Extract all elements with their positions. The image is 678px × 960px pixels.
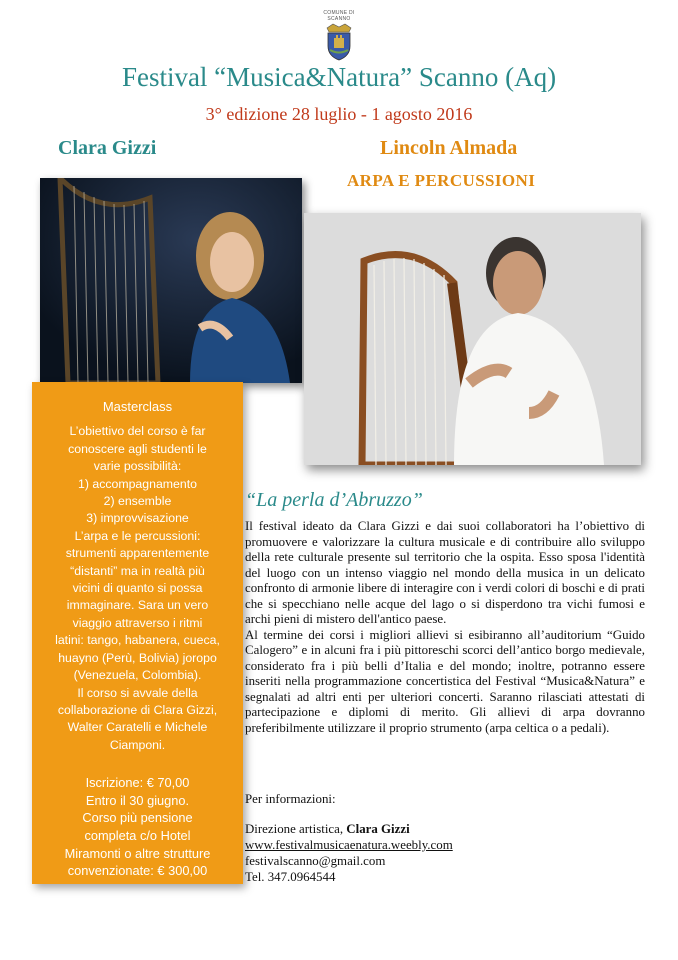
website-link[interactable]: www.festivalmusicaenatura.weebly.com xyxy=(245,838,453,852)
phone-number: Tel. 347.0964544 xyxy=(245,870,336,884)
masterclass-pricing xyxy=(32,774,243,880)
contact-info xyxy=(245,791,645,885)
photo-harpist-woman xyxy=(40,178,302,383)
article-quote-title: “La perla d’Abruzzo” xyxy=(245,489,423,511)
masterclass-line: conoscere agli studenti le xyxy=(68,441,207,456)
masterclass-line: latini: tango, habanera, cueca, xyxy=(55,633,220,648)
municipal-crest xyxy=(316,10,362,62)
masterclass-line: varie possibilità: xyxy=(93,459,182,474)
masterclass-line: immaginare. Sara un vero xyxy=(66,598,209,613)
masterclass-line: 3) improvvisazione xyxy=(86,511,189,526)
masterclass-line: Il corso si avvale della xyxy=(77,685,198,700)
pricing-line: convenzionate: € 300,00 xyxy=(67,863,208,879)
masterclass-description xyxy=(32,423,243,754)
pricing-line: Iscrizione: € 70,00 xyxy=(85,775,190,791)
masterclass-box xyxy=(32,382,243,884)
crest-label: COMUNE DI SCANNO xyxy=(323,10,355,22)
pricing-line: Corso più pensione xyxy=(82,810,193,826)
masterclass-line: Ciamponi. xyxy=(109,737,166,752)
masterclass-line: 1) accompagnamento xyxy=(78,476,197,491)
direction-name: Clara Gizzi xyxy=(346,822,410,836)
masterclass-line: Walter Caratelli e Michele xyxy=(67,720,208,735)
instruments-heading: ARPA E PERCUSSIONI xyxy=(347,171,536,190)
email-address: festivalscanno@gmail.com xyxy=(245,854,386,868)
masterclass-heading: Masterclass xyxy=(102,399,173,414)
masterclass-line: “distanti” ma in realtà più xyxy=(70,563,205,578)
pricing-line: Entro il 30 giugno. xyxy=(85,792,190,808)
artistic-direction xyxy=(245,821,645,837)
performer-left-name: Clara Gizzi xyxy=(58,137,157,159)
info-label: Per informazioni: xyxy=(245,792,336,806)
pricing-line: Miramonti o altre strutture xyxy=(64,845,211,861)
masterclass-line: 2) ensemble xyxy=(103,494,172,509)
masterclass-line: L’arpa e le percussioni: xyxy=(74,528,201,543)
article-body xyxy=(245,519,645,736)
masterclass-line: vicini di quanto si possa xyxy=(72,581,203,596)
masterclass-line: viaggio attraverso i ritmi xyxy=(72,615,203,630)
edition-dates: 3° edizione 28 luglio - 1 agosto 2016 xyxy=(205,104,473,124)
masterclass-line: L’obiettivo del corso è far xyxy=(69,424,206,439)
pricing-line: completa c/o Hotel xyxy=(84,827,191,843)
masterclass-line: strumenti apparentemente xyxy=(65,546,210,561)
performer-right-name: Lincoln Almada xyxy=(380,137,518,159)
festival-title: Festival “Musica&Natura” Scanno (Aq) xyxy=(121,62,557,92)
masterclass-line: huayno (Perù, Bolivia) joropo xyxy=(58,650,217,665)
crest-shield-icon xyxy=(323,22,355,62)
masterclass-line: collaborazione di Clara Gizzi, xyxy=(57,702,218,717)
direction-label: Direzione artistica, xyxy=(245,822,347,836)
photo-harpist-man xyxy=(304,213,641,465)
masterclass-line: (Venezuela, Colombia). xyxy=(73,668,202,683)
article-paragraph-1: Il festival ideato da Clara Gizzi e dai suoi collaboratori ha l’obiettivo di promuovere e valorizzare la cultura musicale e di contribuire allo sviluppo della rete culturale presente sul territorio che la ospita. Esso sposa l'identità del luogo con un intenso viaggio nel mondo della musica in un delicato confronto di armonie libere di interagire con i verdi colori di boschi e di prati che si specchiano nelle acque del lago o si disperdono tra vichi fumosi e archi pieni di mistero dell'antico paese. xyxy=(245,519,645,626)
article-paragraph-2: Al termine dei corsi i migliori allievi si esibiranno all’auditorium “Guido Calogero” e in alcuni fra i più pittoreschi scorci dell’antico borgo medievale, considerato fra i più belli d’Italia e del mondo; inoltre, potranno essere inseriti nella programmazione concertistica del Festival “Musica&Natura” e segnalati ad altri enti per ulteriori concerti. Saranno rilasciati attestati di partecipazione e diplomi di merito. Gli allievi di arpa dovranno preferibilmente utilizzare il proprio strumento (arpa celtica o a pedali). xyxy=(245,627,645,735)
